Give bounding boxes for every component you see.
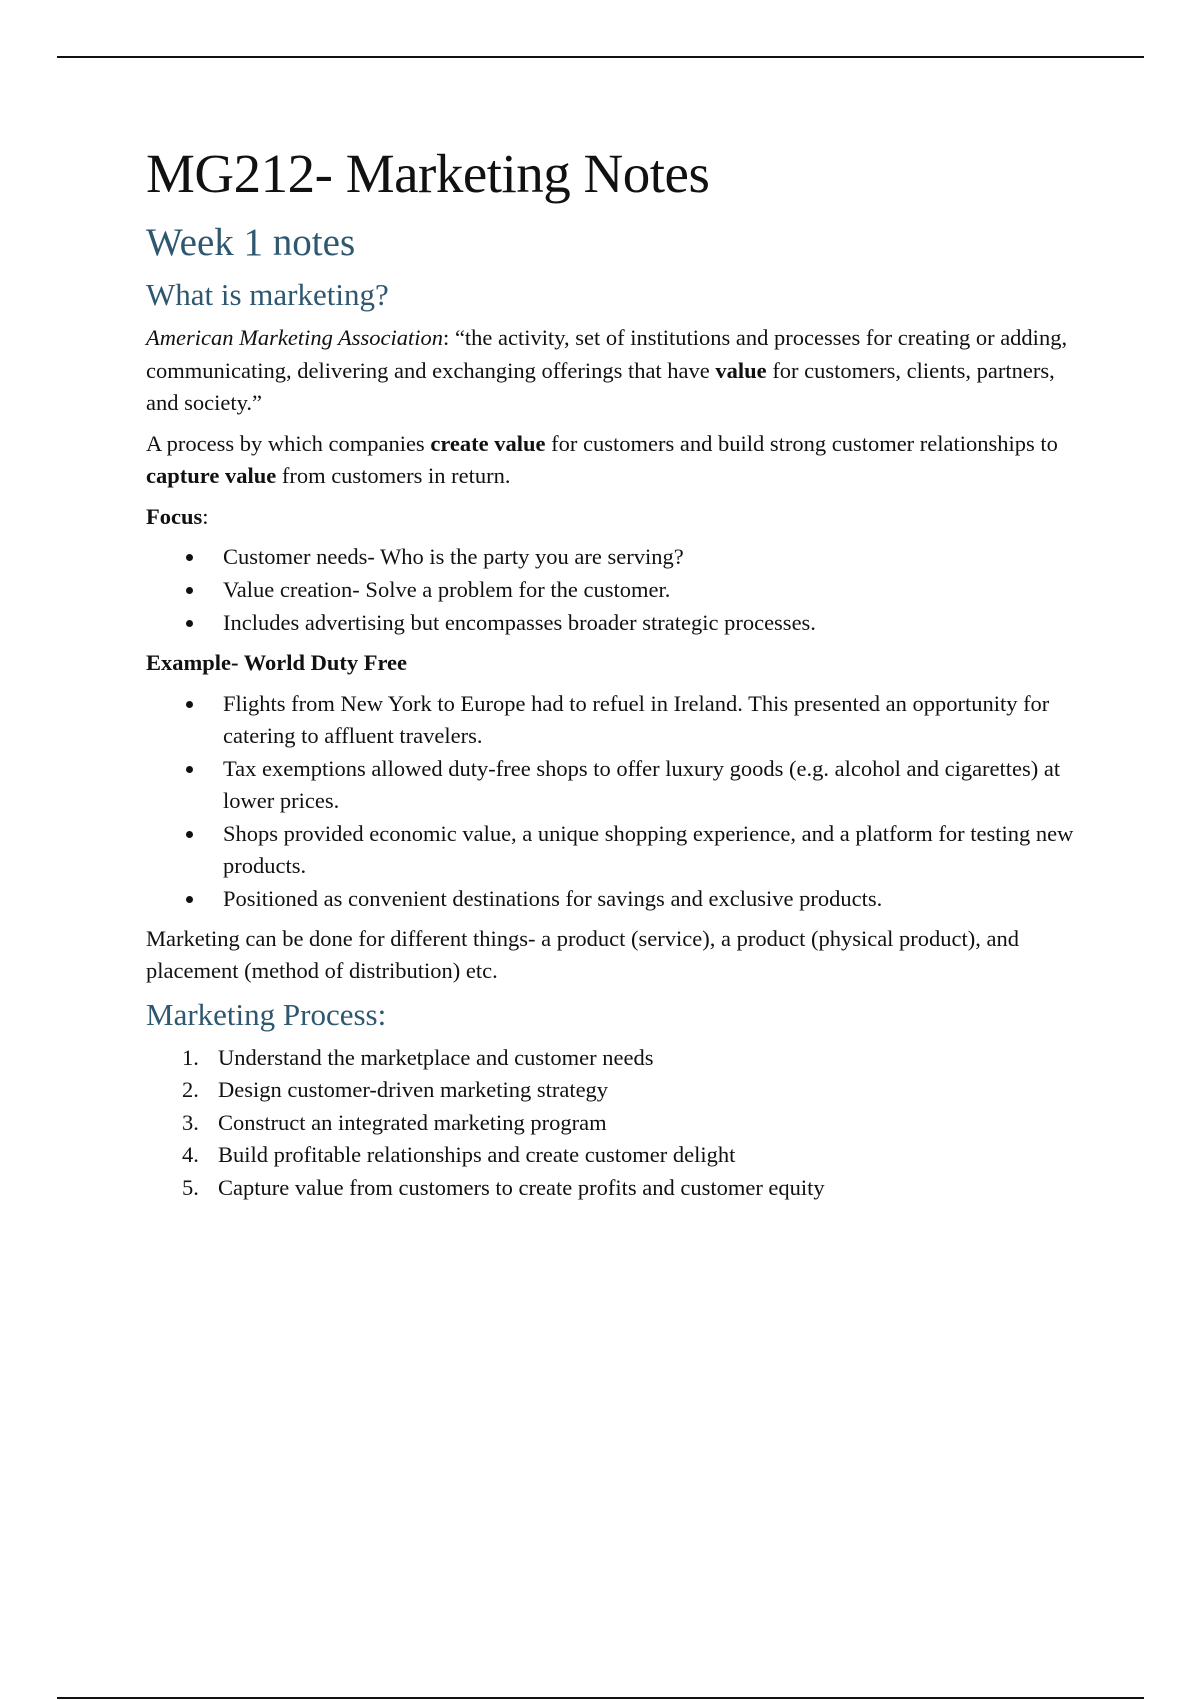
document-body	[146, 142, 1076, 1204]
focus-item-text: Value creation- Solve a problem for the customer.	[223, 577, 671, 602]
process-part1: A process by which companies	[146, 430, 431, 456]
page-bottom-rule	[57, 1697, 1144, 1699]
step-number: 3.	[182, 1109, 199, 1135]
bullet-icon	[186, 766, 193, 773]
example-item-text: Tax exemptions allowed duty-free shops to offer luxury goods (e.g. alcohol and cigarettes) at lower prices.	[223, 755, 1061, 813]
list-item	[146, 1139, 1076, 1172]
step-number: 5.	[182, 1174, 199, 1200]
list-item	[146, 574, 1076, 606]
bullet-icon	[186, 554, 193, 561]
process-paragraph	[146, 428, 1076, 493]
ama-source: American Marketing Association	[146, 325, 444, 350]
step-text: Capture value from customers to create profits and customer equity	[218, 1174, 825, 1200]
example-label-line	[146, 647, 1076, 680]
focus-label-line	[146, 501, 1076, 534]
ama-colon: :	[443, 325, 455, 350]
list-item	[146, 688, 1076, 752]
bullet-icon	[186, 896, 193, 903]
focus-list	[146, 541, 1076, 639]
focus-item-text: Customer needs- Who is the party you are serving?	[223, 544, 684, 569]
list-item	[146, 1042, 1076, 1075]
step-text: Understand the marketplace and customer needs	[218, 1044, 654, 1070]
step-number: 4.	[182, 1142, 199, 1167]
marketing-process-heading: Marketing Process:	[146, 996, 387, 1032]
page-top-rule	[57, 56, 1144, 58]
list-item	[146, 818, 1076, 882]
week-heading: Week 1 notes	[146, 221, 356, 264]
step-number: 2.	[182, 1077, 199, 1102]
example-label: Example- World Duty Free	[146, 650, 408, 675]
process-bold-capture-value: capture value	[146, 463, 277, 488]
example-list	[146, 688, 1076, 915]
example-item-text: Shops provided economic value, a unique shopping experience, and a platform for testing new products.	[223, 820, 1074, 878]
marketing-process-list	[146, 1042, 1076, 1205]
ama-text-part1: “the activity, set of institutions and processes for creating or adding, communicating, delivering and exchanging offerings that have	[146, 325, 1068, 383]
list-item	[146, 1107, 1076, 1140]
list-item	[146, 1172, 1076, 1205]
list-item	[146, 1074, 1076, 1107]
ama-bold-value: value	[715, 357, 767, 383]
what-is-marketing-heading: What is marketing?	[146, 277, 389, 312]
document-title: MG212- Marketing Notes	[146, 143, 710, 204]
bullet-icon	[186, 831, 193, 838]
example-item-text: Flights from New York to Europe had to refuel in Ireland. This presented an opportunity for catering to affluent travelers.	[223, 690, 1050, 748]
example-item-text: Positioned as convenient destinations for savings and exclusive products.	[223, 885, 883, 911]
ama-text-part2: for customers, clients, partners, and society.”	[146, 357, 1055, 415]
focus-colon: :	[202, 503, 209, 529]
list-item	[146, 607, 1076, 639]
step-text: Construct an integrated marketing program	[218, 1109, 607, 1135]
ama-definition-paragraph	[146, 322, 1076, 420]
process-part3: from customers in return.	[276, 463, 511, 488]
bullet-icon	[186, 701, 193, 708]
list-item	[146, 753, 1076, 817]
process-bold-create-value: create value	[430, 430, 546, 456]
focus-label: Focus	[146, 503, 203, 529]
process-part2: for customers and build strong customer relationships to	[545, 430, 1058, 456]
step-number: 1.	[182, 1044, 199, 1070]
list-item	[146, 541, 1076, 573]
closing-paragraph: Marketing can be done for different things- a product (service), a product (physical product), and placement (method of distribution) etc.	[146, 925, 1020, 983]
focus-item-text: Includes advertising but encompasses broader strategic processes.	[223, 610, 816, 635]
list-item	[146, 883, 1076, 915]
step-text: Build profitable relationships and create customer delight	[218, 1142, 736, 1167]
bullet-icon	[186, 620, 193, 627]
step-text: Design customer-driven marketing strategy	[218, 1077, 609, 1102]
bullet-icon	[186, 587, 193, 594]
